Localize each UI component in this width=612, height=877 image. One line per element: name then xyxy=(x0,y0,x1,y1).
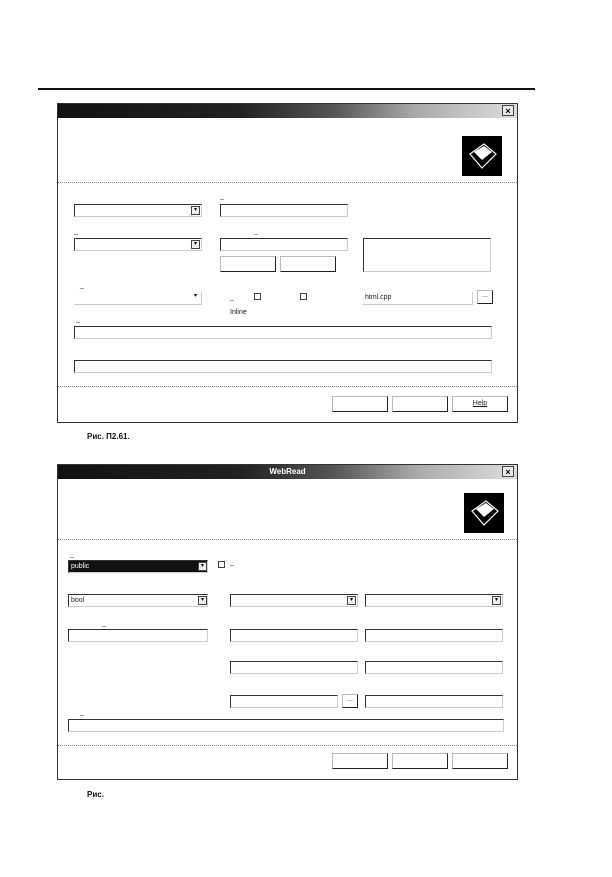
header-field[interactable] xyxy=(220,238,348,251)
footer-separator xyxy=(58,745,517,746)
access-combo[interactable]: public xyxy=(68,560,208,573)
control-id-combo[interactable]: ▾ xyxy=(230,594,358,607)
cancel-button[interactable] xyxy=(392,753,448,769)
dialog-title: WebRead xyxy=(269,467,306,476)
ok-button[interactable] xyxy=(332,396,388,412)
dispid-combo[interactable]: ▾ xyxy=(365,594,503,607)
type-combo[interactable]: bool xyxy=(68,594,208,607)
base-class-combo[interactable]: ▾ xyxy=(74,238,202,251)
close-icon[interactable]: × xyxy=(502,105,514,116)
variable-name-field[interactable] xyxy=(68,629,208,642)
label-mark: _ xyxy=(220,193,224,200)
min-value-field[interactable] xyxy=(230,661,358,674)
label-mark: _ xyxy=(230,294,234,301)
control-type-field[interactable] xyxy=(230,629,358,642)
cancel-button[interactable] xyxy=(392,396,448,412)
header-separator xyxy=(58,539,517,540)
access-dropdown-icon[interactable]: ▾ xyxy=(198,562,207,571)
cpp-file-field[interactable] xyxy=(365,695,503,708)
type-dropdown-icon[interactable]: ▾ xyxy=(198,596,207,605)
name-field[interactable] xyxy=(220,204,348,217)
comment-field[interactable] xyxy=(74,326,492,339)
label-mark: _ xyxy=(76,316,80,323)
page-rule xyxy=(38,88,535,90)
label-mark: _ xyxy=(80,709,84,716)
class-name-combo[interactable]: ▾ xyxy=(74,204,202,217)
static-checkbox[interactable] xyxy=(254,293,261,300)
return-type-combo[interactable]: ▾ xyxy=(74,292,202,305)
virtual-checkbox[interactable] xyxy=(300,293,307,300)
help-button[interactable] xyxy=(452,753,508,769)
label-mark: _ xyxy=(80,282,84,289)
figure-1-caption: Рис. П2.61. xyxy=(87,432,130,441)
dialog-1 xyxy=(57,103,518,423)
remove-button[interactable] xyxy=(280,256,336,272)
wizard-logo-icon xyxy=(464,493,504,533)
close-icon[interactable]: × xyxy=(502,466,514,477)
browse-button[interactable]: ... xyxy=(342,694,358,708)
add-button[interactable] xyxy=(220,256,276,272)
signature-field[interactable] xyxy=(74,360,492,373)
message-field[interactable] xyxy=(365,629,503,642)
htm-file-field[interactable] xyxy=(230,695,338,708)
footer-separator xyxy=(58,386,517,387)
browse-button[interactable]: ... xyxy=(477,290,493,304)
label-mark: _ xyxy=(70,551,74,558)
label-mark: _ xyxy=(254,228,258,235)
label-mark: _ xyxy=(230,559,234,566)
label-mark: _ xyxy=(102,620,106,627)
dialog-1-titlebar xyxy=(58,104,517,118)
label-mark: _ xyxy=(74,228,78,235)
dialog-2 xyxy=(57,464,518,780)
help-button[interactable]: Help xyxy=(452,396,508,412)
static-checkbox[interactable] xyxy=(218,561,225,568)
params-list[interactable] xyxy=(363,238,491,272)
ok-button[interactable] xyxy=(332,753,388,769)
figure-2-caption: Рис. xyxy=(87,790,104,799)
wizard-logo-icon xyxy=(462,136,502,176)
max-value-field[interactable] xyxy=(365,661,503,674)
header-separator xyxy=(58,182,517,183)
file-field[interactable]: html.cpp xyxy=(363,292,473,305)
inline-label: Inline xyxy=(230,309,247,316)
comment-field[interactable] xyxy=(68,719,504,732)
